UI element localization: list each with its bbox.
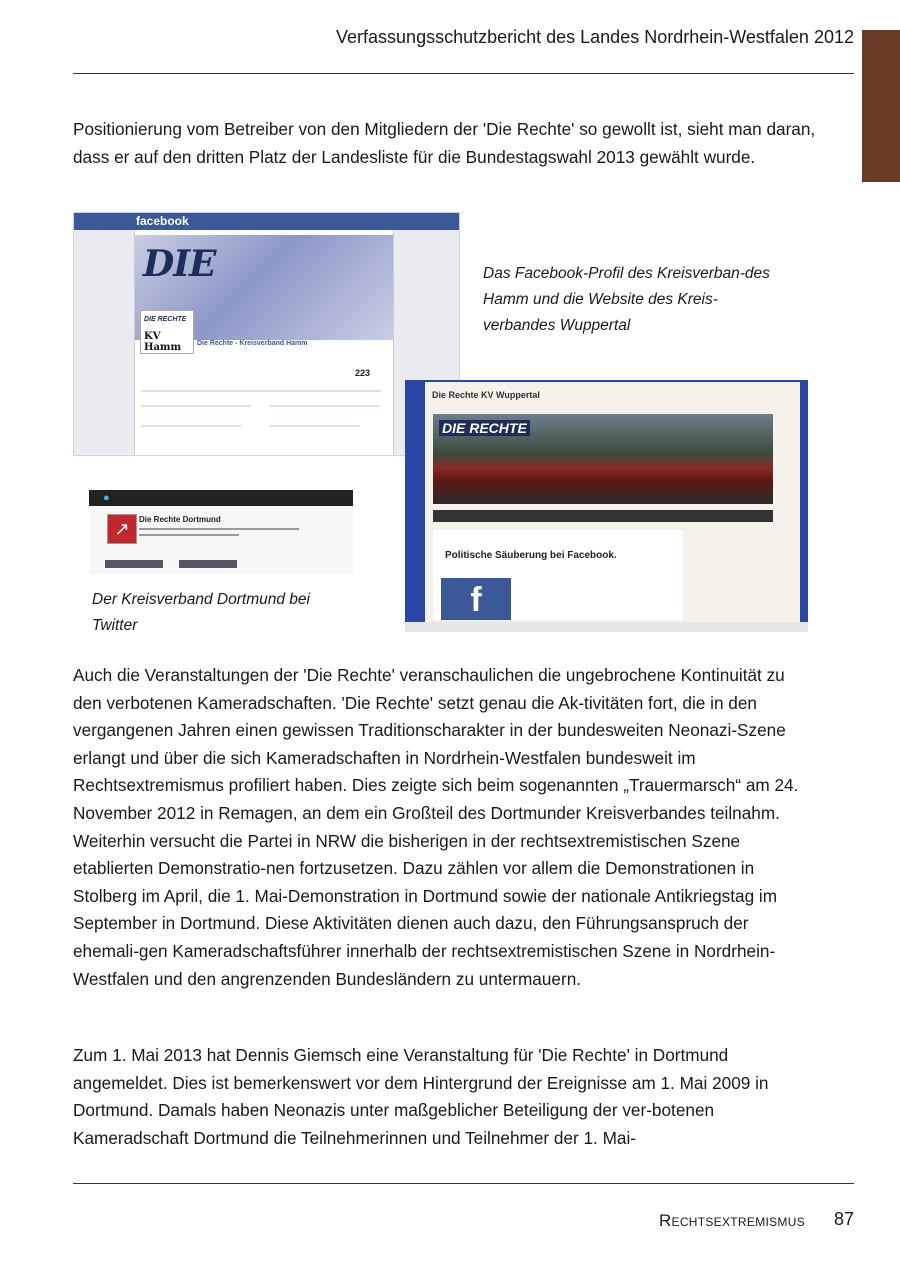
facebook-page-name: Die Rechte - Kreisverband Hamm	[197, 340, 308, 347]
facebook-topbar	[74, 213, 459, 230]
bio-line	[139, 534, 239, 536]
twitter-account-name: Die Rechte Dortmund	[139, 515, 221, 524]
facebook-logo-image: f	[441, 578, 511, 620]
feed-line	[141, 425, 241, 427]
paragraph-2: Auch die Veranstaltungen der 'Die Rechte' veranschaulichen die ungebrochene Kontinuität zu den verbotenen Kameradschaften. 'Die Rechte' setzt genau die Ak-tivitäten fort, die in den vergangenen Jahren einen gewissen Traditionscharakter in der bundesweiten Neonazi-Szene erlangt und über die sich Kameradschaften in Nordrhein-Westfalen bundesweit im Rechtsextremismus profiliert haben. Dies zeigte sich beim sogenannten „Trauermarsch“ am 24. November 2012 in Remagen, an dem ein Großteil des Dortmunder Kreisverbandes teilnahm. Weiterhin versucht die Partei in NRW die bisherigen in der rechtsextremistischen Szene etablierten Demonstratio-nen fortzusetzen. Dazu zählen vor allem die Demonstrationen in Stolberg im April, die 1. Mai-Demonstration in Dortmund sowie der nationale Antikriegstag im September in Dortmund. Diese Aktivitäten dienen auch dazu, den Führungsanspruch der ehemali-gen Kameradschaftsführer innerhalb der rechtsextremistischen Szene in Nordrhein-Westfalen und den angrenzenden Bundesländern zu untermauern.	[73, 665, 799, 989]
footer-section-title: Rechtsextremismus	[658, 1211, 805, 1230]
website-post	[433, 530, 683, 620]
caption-facebook-wuppertal: Das Facebook-Profil des Kreisverban-des Hamm und die Website des Kreis-verbandes Wuppertal	[483, 265, 770, 334]
feed-line	[270, 425, 360, 427]
website-title: Die Rechte KV Wuppertal	[432, 390, 540, 400]
profile-label: DIE RECHTE	[144, 316, 187, 323]
wuppertal-website-screenshot	[405, 380, 808, 632]
following-thumbnails	[179, 560, 237, 568]
cover-logo-text: DIE	[143, 243, 216, 285]
chapter-tab	[862, 30, 900, 182]
website-banner-image	[433, 414, 773, 504]
paragraph-1: Positionierung vom Betreiber von den Mitgliedern der 'Die Rechte' so gewollt ist, sieht man daran, dass er auf den dritten Platz der Landesliste für die Bundestagswahl 2013 gewählt wurde.	[73, 119, 816, 167]
caption-twitter: Der Kreisverband Dortmund bei Twitter	[92, 591, 310, 634]
feed-line	[141, 405, 251, 407]
facebook-logo: facebook	[136, 214, 189, 228]
bio-line	[139, 528, 299, 530]
facebook-screenshot	[73, 212, 460, 456]
header-rule	[73, 73, 854, 74]
twitter-avatar: ↗	[107, 514, 137, 544]
footer-rule	[73, 1183, 854, 1184]
feed-line	[141, 390, 381, 392]
facebook-page	[134, 230, 394, 455]
facebook-like-count: 223	[355, 368, 371, 378]
website-sidebar	[723, 532, 783, 612]
website-nav-bar	[433, 510, 773, 522]
twitter-screenshot	[89, 490, 353, 574]
twitter-topbar	[89, 490, 353, 506]
paragraph-3: Zum 1. Mai 2013 hat Dennis Giemsch eine Veranstaltung für 'Die Rechte' in Dortmund angemeldet. Dies ist bemerkenswert vor dem Hintergrund der Ereignisse am 1. Mai 2009 in Dortmund. Damals haben Neonazis unter maßgeblicher Beteiligung der ver-botenen Kameradschaft Dortmund die Teilnehmerinnen und Teilnehmer der 1. Mai-	[73, 1045, 769, 1148]
post-heading: Politische Säuberung bei Facebook.	[445, 550, 617, 561]
banner-logo: DIE RECHTE	[439, 420, 530, 436]
feed-line	[270, 405, 380, 407]
profile-sub: KV Hamm	[144, 331, 182, 353]
follower-thumbnails	[105, 560, 163, 568]
website-page	[425, 382, 800, 622]
running-header: Verfassungsschutzbericht des Landes Nordrhein-Westfalen 2012	[336, 27, 854, 47]
twitter-bird-icon: ●	[103, 492, 110, 504]
facebook-profile-picture	[140, 310, 194, 354]
browser-statusbar	[405, 622, 808, 632]
page-number: 87	[833, 1209, 854, 1229]
